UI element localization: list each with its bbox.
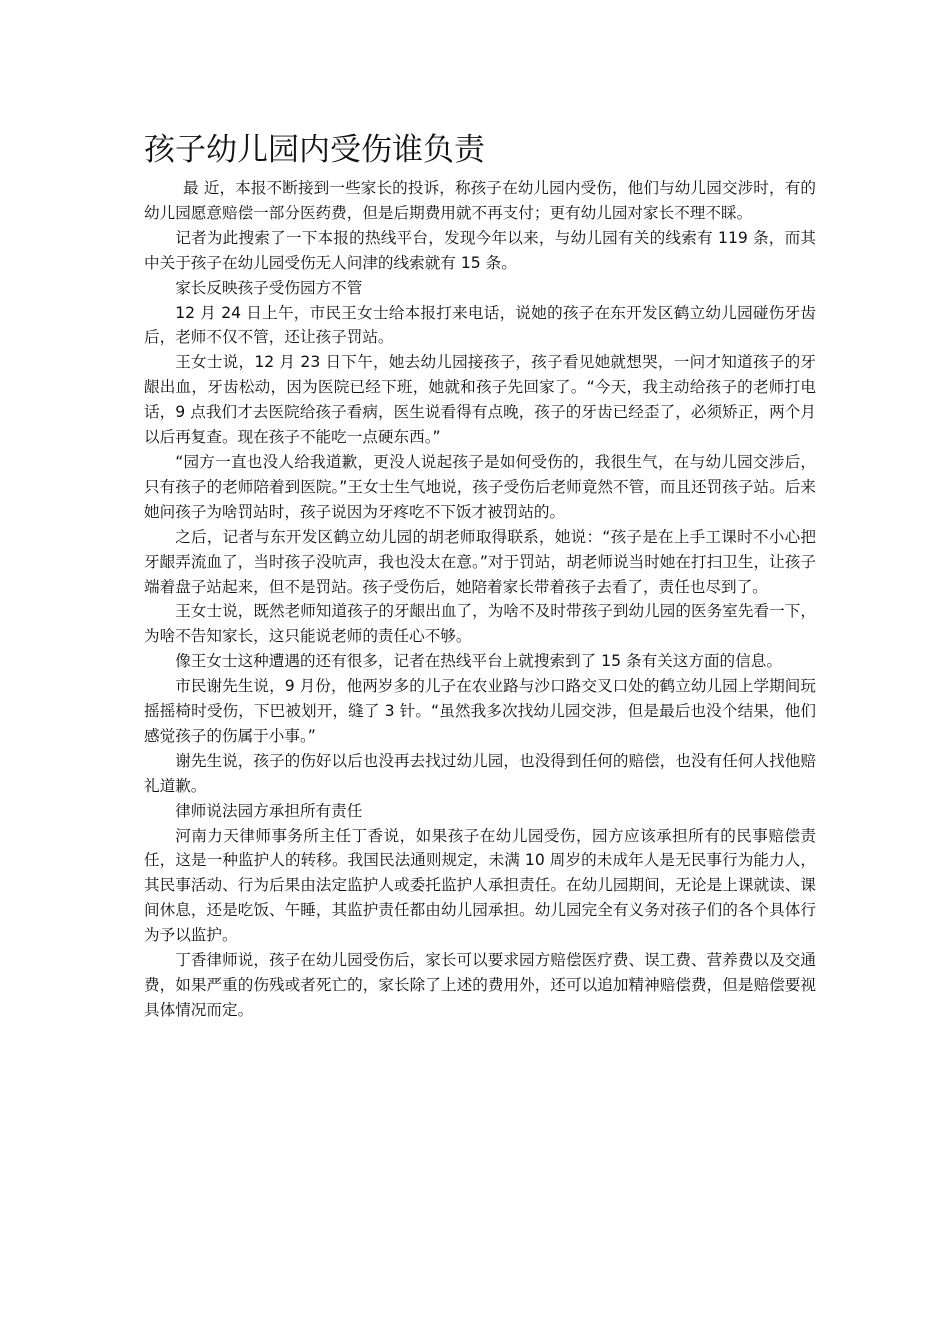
paragraph-intro: 最 近，本报不断接到一些家长的投诉，称孩子在幼儿园内受伤，他们与幼儿园交涉时，有的幼儿园愿意赔偿一部分医药费，但是后期费用就不再支付；更有幼儿园对家长不理不睬。 [144, 179, 816, 222]
paragraph-xie-outcome: 谢先生说，孩子的伤好以后也没再去找过幼儿园，也没得到任何的赔偿，也没有任何人找他赔礼道歉。 [144, 751, 816, 795]
section-heading-parents: 家长反映孩子受伤园方不管 [175, 278, 363, 297]
paragraph-wang-rebuttal: 王女士说，既然老师知道孩子的牙龈出血了，为啥不及时带孩子到幼儿园的医务室先看一下，为啥不告知家长，这只能说老师的责任心不够。 [144, 602, 816, 646]
document-title: 孩子幼儿园内受伤谁负责 [144, 132, 485, 168]
paragraph-more-cases: 像王女士这种遭遇的还有很多，记者在热线平台上就搜索到了 15 条有关这方面的信息。 [175, 652, 782, 671]
paragraph-lawyer-opinion: 河南力天律师事务所主任丁香说，如果孩子在幼儿园受伤，园方应该承担所有的民事赔偿责任，这是一种监护人的转移。我国民法通则规定，未满 10 周岁的未成年人是无民事行为能力人，其民事活动、行为后果由法定监护人或委托监护人承担责任。在幼儿园期间，无论是上课就读、课间休息，还是吃饭、午睡，其监护责任都由幼儿园承担。幼儿园完全有义务对孩子们的各个具体行为予以监护。 [144, 826, 816, 945]
document-page [144, 128, 816, 1023]
paragraph-hotline: 记者为此搜索了一下本报的热线平台，发现今年以来，与幼儿园有关的线索有 119 条，而其中关于孩子在幼儿园受伤无人问津的线索就有 15 条。 [144, 228, 816, 272]
paragraph-teacher-response: 之后，记者与东开发区鹤立幼儿园的胡老师取得联系，她说：“孩子是在上手工课时不小心把牙龈弄流血了，当时孩子没吭声，我也没太在意。”对于罚站，胡老师说当时她在打扫卫生，让孩子端着盘子站起来，但不是罚站。孩子受伤后，她陪着家长带着孩子去看了，责任也尽到了。 [144, 527, 816, 596]
paragraph-xie-case: 市民谢先生说，9 月份，他两岁多的儿子在农业路与沙口路交叉口处的鹤立幼儿园上学期间玩摇摇椅时受伤，下巴被划开，缝了 3 针。“虽然我多次找幼儿园交涉，但是最后也没个结果，他们感觉孩子的伤属于小事。” [144, 677, 816, 745]
paragraph-compensation: 丁香律师说，孩子在幼儿园受伤后，家长可以要求园方赔偿医疗费、误工费、营养费以及交通费，如果严重的伤残或者死亡的，家长除了上述的费用外，还可以追加精神赔偿费，但是赔偿要视具体情况而定。 [144, 951, 816, 1019]
paragraph-wang-complaint: “园方一直也没人给我道歉，更没人说起孩子是如何受伤的，我很生气，在与幼儿园交涉后，只有孩子的老师陪着到医院。”王女士生气地说，孩子受伤后老师竟然不管，而且还罚孩子站。后来她问孩子为啥罚站时，孩子说因为牙疼吃不下饭才被罚站的。 [144, 452, 816, 521]
paragraph-wang-call: 12 月 24 日上午，市民王女士给本报打来电话，说她的孩子在东开发区鹤立幼儿园碰伤牙齿后，老师不仅不管，还让孩子罚站。 [144, 303, 816, 347]
paragraph-wang-account: 王女士说，12 月 23 日下午，她去幼儿园接孩子，孩子看见她就想哭，一问才知道孩子的牙龈出血，牙齿松动，因为医院已经下班，她就和孩子先回家了。“今天，我主动给孩子的老师打电话，9 点我们才去医院给孩子看病，医生说看得有点晚，孩子的牙齿已经歪了，必须矫正，两个月以后再复查。现在孩子不能吃一点硬东西。” [144, 353, 816, 447]
section-heading-lawyer: 律师说法园方承担所有责任 [175, 801, 363, 820]
